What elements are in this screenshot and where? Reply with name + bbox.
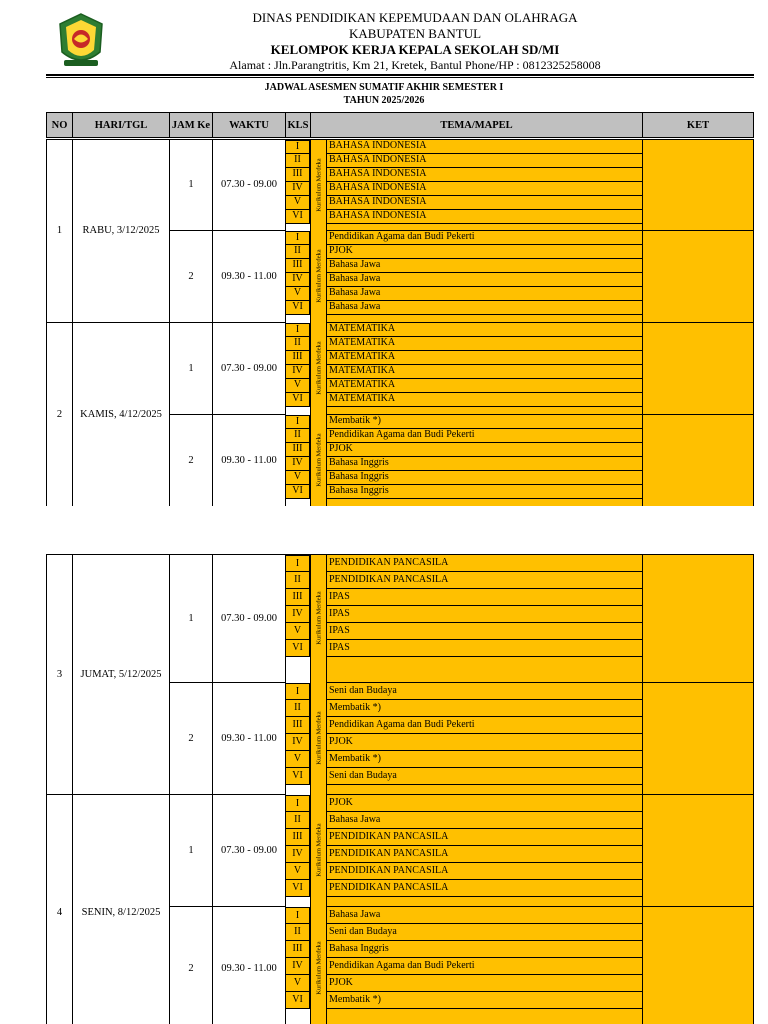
subject-cell: MATEMATIKA	[327, 351, 642, 365]
class-level: V	[285, 379, 310, 393]
session-waktu: 07.30 - 09.00	[221, 844, 277, 856]
subject-cell: Bahasa Jawa	[327, 259, 642, 273]
table-vertical-line	[285, 139, 286, 506]
class-level: II	[285, 154, 310, 168]
curriculum-label-cell	[310, 794, 327, 906]
subject-cell: MATEMATIKA	[327, 393, 642, 407]
session-separator	[169, 682, 285, 683]
table-top-line	[46, 139, 754, 140]
subject-cell: Seni dan Budaya	[327, 683, 642, 700]
day-date: JUMAT, 5/12/2025	[80, 668, 162, 680]
class-level: IV	[285, 846, 310, 863]
header-address: Alamat : Jln.Parangtritis, Km 21, Kretek, Bantul Phone/HP : 0812325258008	[229, 58, 601, 72]
day-number: 4	[56, 906, 63, 918]
subject-empty-row	[327, 499, 642, 506]
day-date: SENIN, 8/12/2025	[81, 906, 161, 918]
ket-cell	[642, 414, 754, 506]
curriculum-label: Kurikulum Merdeka	[315, 433, 322, 487]
subject-cell: Bahasa Jawa	[327, 907, 642, 924]
header-rule-thin	[46, 77, 754, 78]
class-level: V	[285, 287, 310, 301]
curriculum-label: Kurikulum Merdeka	[315, 823, 322, 877]
class-level: VI	[285, 485, 310, 499]
session-separator	[169, 414, 285, 415]
class-level: VI	[285, 768, 310, 785]
col-header-jam: JAM Ke	[169, 112, 213, 138]
subject-cell: MATEMATIKA	[327, 379, 642, 393]
class-level: III	[285, 589, 310, 606]
subject-cell: Pendidikan Agama dan Budi Pekerti	[327, 429, 642, 443]
table-vertical-line	[72, 139, 73, 506]
curriculum-label-cell	[310, 230, 327, 322]
class-level: I	[285, 555, 310, 572]
subject-cell: Seni dan Budaya	[327, 768, 642, 785]
subject-cell: BAHASA INDONESIA	[327, 210, 642, 224]
class-level: III	[285, 717, 310, 734]
col-header-waktu: WAKTU	[212, 112, 286, 138]
subject-cell: BAHASA INDONESIA	[327, 154, 642, 168]
session-separator	[169, 794, 285, 795]
class-level: II	[285, 429, 310, 443]
subject-cell: Bahasa Inggris	[327, 457, 642, 471]
subject-cell: BAHASA INDONESIA	[327, 196, 642, 210]
class-level: II	[285, 572, 310, 589]
ket-cell	[642, 794, 754, 906]
ket-cell	[642, 230, 754, 322]
class-level: VI	[285, 640, 310, 657]
col-header-tema: TEMA/MAPEL	[310, 112, 643, 138]
day-date: KAMIS, 4/12/2025	[80, 408, 162, 420]
session-separator	[169, 906, 285, 907]
ket-cell	[642, 139, 754, 230]
session-waktu: 07.30 - 09.00	[221, 362, 277, 374]
session-jam: 2	[188, 732, 194, 744]
class-level: VI	[285, 301, 310, 315]
subject-cell: PENDIDIKAN PANCASILA	[327, 829, 642, 846]
header-rule	[46, 74, 754, 76]
class-level: III	[285, 168, 310, 182]
subject-cell: Bahasa Inggris	[327, 941, 642, 958]
table-vertical-line	[169, 554, 170, 1024]
class-level: III	[285, 443, 310, 457]
subject-cell: IPAS	[327, 589, 642, 606]
session-jam: 1	[188, 179, 194, 190]
subject-cell: Bahasa Jawa	[327, 812, 642, 829]
subject-cell: MATEMATIKA	[327, 323, 642, 337]
session-jam: 1	[188, 362, 194, 374]
subject-cell: BAHASA INDONESIA	[327, 182, 642, 196]
subject-cell: MATEMATIKA	[327, 337, 642, 351]
class-level: VI	[285, 880, 310, 897]
table-vertical-line	[212, 554, 213, 1024]
table-vertical-line	[46, 554, 47, 1024]
subject-empty-row	[327, 1009, 642, 1024]
table-vertical-line	[46, 139, 47, 506]
session-jam: 2	[188, 962, 194, 974]
class-level: III	[285, 351, 310, 365]
class-level: II	[285, 337, 310, 351]
class-level: I	[285, 907, 310, 924]
class-level: VI	[285, 992, 310, 1009]
subject-cell: IPAS	[327, 640, 642, 657]
day-number: 2	[56, 408, 63, 420]
class-level: VI	[285, 210, 310, 224]
class-level: III	[285, 259, 310, 273]
class-level: II	[285, 924, 310, 941]
class-level: V	[285, 751, 310, 768]
ket-cell	[642, 906, 754, 1024]
table-vertical-line	[169, 139, 170, 506]
subject-cell: Bahasa Jawa	[327, 287, 642, 301]
session-separator	[169, 230, 285, 231]
class-level: IV	[285, 606, 310, 623]
subject-cell: IPAS	[327, 606, 642, 623]
subject-empty-row	[327, 315, 642, 322]
table-vertical-line	[212, 139, 213, 506]
session-waktu: 07.30 - 09.00	[221, 179, 277, 190]
subject-cell: PJOK	[327, 795, 642, 812]
class-level: IV	[285, 457, 310, 471]
subject-cell: PENDIDIKAN PANCASILA	[327, 880, 642, 897]
class-level: I	[285, 415, 310, 429]
header-line-3: KELOMPOK KERJA KEPALA SEKOLAH SD/MI	[270, 42, 560, 57]
subject-cell: PJOK	[327, 245, 642, 259]
subject-empty-row	[327, 657, 642, 682]
subject-cell: PJOK	[327, 975, 642, 992]
class-level: III	[285, 829, 310, 846]
header-line-2: KABUPATEN BANTUL	[348, 26, 482, 41]
header-line-1: DINAS PENDIDIKAN KEPEMUDAAN DAN OLAHRAGA	[252, 10, 578, 25]
subject-cell: MATEMATIKA	[327, 365, 642, 379]
subject-empty-row	[327, 785, 642, 794]
class-level: IV	[285, 734, 310, 751]
class-level: I	[285, 683, 310, 700]
class-level: IV	[285, 365, 310, 379]
col-header-ket: KET	[642, 112, 754, 138]
subject-cell: Membatik *)	[327, 700, 642, 717]
class-level: III	[285, 941, 310, 958]
subject-cell: Pendidikan Agama dan Budi Pekerti	[327, 717, 642, 734]
subject-cell: PENDIDIKAN PANCASILA	[327, 846, 642, 863]
class-level: IV	[285, 182, 310, 196]
class-level: IV	[285, 273, 310, 287]
class-level: IV	[285, 958, 310, 975]
session-jam: 2	[188, 270, 194, 282]
curriculum-label: Kurikulum Merdeka	[315, 157, 322, 212]
table-vertical-line	[285, 554, 286, 1024]
curriculum-label-cell	[310, 906, 327, 1024]
class-level: I	[285, 323, 310, 337]
curriculum-label: Kurikulum Merdeka	[315, 341, 322, 395]
class-level: V	[285, 471, 310, 485]
subject-cell: Bahasa Jawa	[327, 273, 642, 287]
class-level: V	[285, 975, 310, 992]
session-jam: 2	[188, 454, 194, 466]
curriculum-label-cell	[310, 139, 327, 230]
subject-cell: Bahasa Jawa	[327, 301, 642, 315]
table-vertical-line	[72, 554, 73, 1024]
subject-cell: Bahasa Inggris	[327, 485, 642, 499]
subject-cell: Membatik *)	[327, 992, 642, 1009]
class-level: II	[285, 812, 310, 829]
class-level: I	[285, 140, 310, 154]
curriculum-label-cell	[310, 682, 327, 794]
subject-cell: Pendidikan Agama dan Budi Pekerti	[327, 231, 642, 245]
subject-cell: Membatik *)	[327, 751, 642, 768]
subject-cell: Seni dan Budaya	[327, 924, 642, 941]
day-date: RABU, 3/12/2025	[82, 225, 160, 236]
subject-cell: Membatik *)	[327, 415, 642, 429]
class-level: II	[285, 245, 310, 259]
curriculum-label-cell	[310, 554, 327, 682]
ket-cell	[642, 554, 754, 682]
curriculum-label: Kurikulum Merdeka	[315, 941, 322, 995]
subject-empty-row	[327, 897, 642, 906]
session-waktu: 09.30 - 11.00	[221, 454, 277, 466]
schedule-year: TAHUN 2025/2026	[343, 95, 425, 106]
session-separator	[169, 322, 285, 323]
class-level: V	[285, 623, 310, 640]
session-waktu: 09.30 - 11.00	[221, 732, 277, 744]
subject-cell: Pendidikan Agama dan Budi Pekerti	[327, 958, 642, 975]
class-level: V	[285, 863, 310, 880]
curriculum-label-cell	[310, 322, 327, 414]
subject-cell: Bahasa Inggris	[327, 471, 642, 485]
class-level: V	[285, 196, 310, 210]
subject-cell: PJOK	[327, 443, 642, 457]
subject-empty-row	[327, 407, 642, 414]
session-jam: 1	[188, 612, 194, 624]
session-waktu: 07.30 - 09.00	[221, 612, 277, 624]
class-level: II	[285, 700, 310, 717]
schedule-title: JADWAL ASESMEN SUMATIF AKHIR SEMESTER I	[264, 82, 504, 93]
day-number: 3	[56, 668, 63, 680]
ket-cell	[642, 682, 754, 794]
class-level: I	[285, 795, 310, 812]
curriculum-label: Kurikulum Merdeka	[315, 591, 322, 645]
subject-cell: BAHASA INDONESIA	[327, 168, 642, 182]
subject-cell: PENDIDIKAN PANCASILA	[327, 572, 642, 589]
col-header-kls: KLS	[285, 112, 311, 138]
table-top-line	[46, 554, 754, 555]
class-level: VI	[285, 393, 310, 407]
ket-cell	[642, 322, 754, 414]
session-jam: 1	[188, 844, 194, 856]
subject-cell: PENDIDIKAN PANCASILA	[327, 863, 642, 880]
curriculum-label: Kurikulum Merdeka	[315, 711, 322, 765]
subject-cell: PJOK	[327, 734, 642, 751]
class-level: I	[285, 231, 310, 245]
col-header-no: NO	[46, 112, 73, 138]
session-waktu: 09.30 - 11.00	[221, 962, 277, 974]
curriculum-label: Kurikulum Merdeka	[315, 249, 322, 303]
subject-cell: IPAS	[327, 623, 642, 640]
col-header-hari: HARI/TGL	[72, 112, 170, 138]
session-waktu: 09.30 - 11.00	[221, 270, 277, 282]
day-number: 1	[56, 225, 63, 236]
curriculum-label-cell	[310, 414, 327, 506]
subject-cell: BAHASA INDONESIA	[327, 140, 642, 154]
subject-cell: PENDIDIKAN PANCASILA	[327, 555, 642, 572]
